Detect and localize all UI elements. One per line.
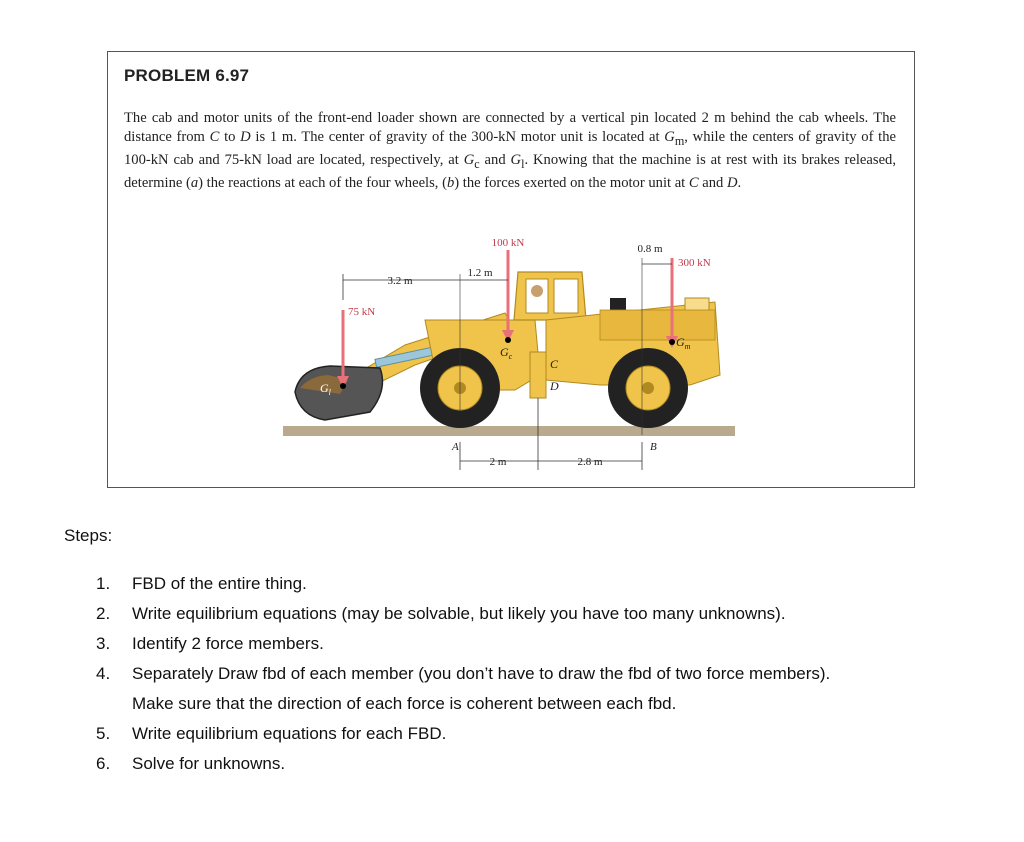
wheel-b [608,348,688,428]
label-2-8m: 2.8 m [577,456,603,468]
step-item-continuation: Make sure that the direction of each force is coherent between each fbd. [132,694,677,713]
loader-figure [170,180,760,480]
label-point-a: A [452,441,459,453]
label-gl: $G_l$ [320,381,331,397]
label-300kn: 300 kN [678,257,711,269]
gl-dot [340,383,346,389]
steps-list [96,569,996,779]
label-2m: 2 m [489,456,507,468]
label-point-b: B [650,441,657,453]
step-item: 6. Solve for unknowns. [96,754,286,773]
force-arrow-load [337,310,349,388]
cab-window-2 [554,279,578,313]
gm-dot [669,339,675,345]
label-75kn: 75 kN [348,306,376,318]
label-gc: $G_c$ [500,345,513,361]
problem-title: PROBLEM 6.97 [124,66,250,85]
label-point-d: D [550,379,559,393]
label-3-2m: 3.2 m [387,275,413,287]
pin-plate [530,352,546,398]
problem-statement: The cab and motor units of the front-end loader shown are connected by a vertical pin located 2 m behind the cab wheels. The distance from C to D is 1 m. The center of gravity of the 300-kN motor unit is located at $G_m$, while the centers of gravity of the 100-kN cab and 75-kN load are located, respectively, at $G_c$ and $G_l$. Knowing that the machine is at rest with its brakes released, determine (a) the reactions at each of the four wheels, (b) the forces exerted on the motor unit at C and D. [124,110,897,191]
motor-hood [600,310,715,340]
gc-dot [505,337,511,343]
label-1-2m: 1.2 m [467,267,493,279]
step-item: 2. Write equilibrium equations (may be solvable, but likely you have too many unknowns). [96,604,786,623]
operator [531,285,543,297]
label-gm: $G_m$ [676,335,691,351]
label-point-c: C [550,357,559,371]
steps-heading: Steps: [64,526,113,545]
step-item: 3. Identify 2 force members. [96,634,324,653]
label-0-8m: 0.8 m [637,243,663,255]
step-item: 1. FBD of the entire thing. [96,574,307,593]
step-item: 4. Separately Draw fbd of each member (you don’t have to draw the fbd of two force members). Make sure that the direction of each force is coherent between each fbd. [96,664,831,713]
ground [283,426,735,436]
step-item: 5. Write equilibrium equations for each FBD. [96,724,447,743]
label-100kn: 100 kN [491,237,525,249]
